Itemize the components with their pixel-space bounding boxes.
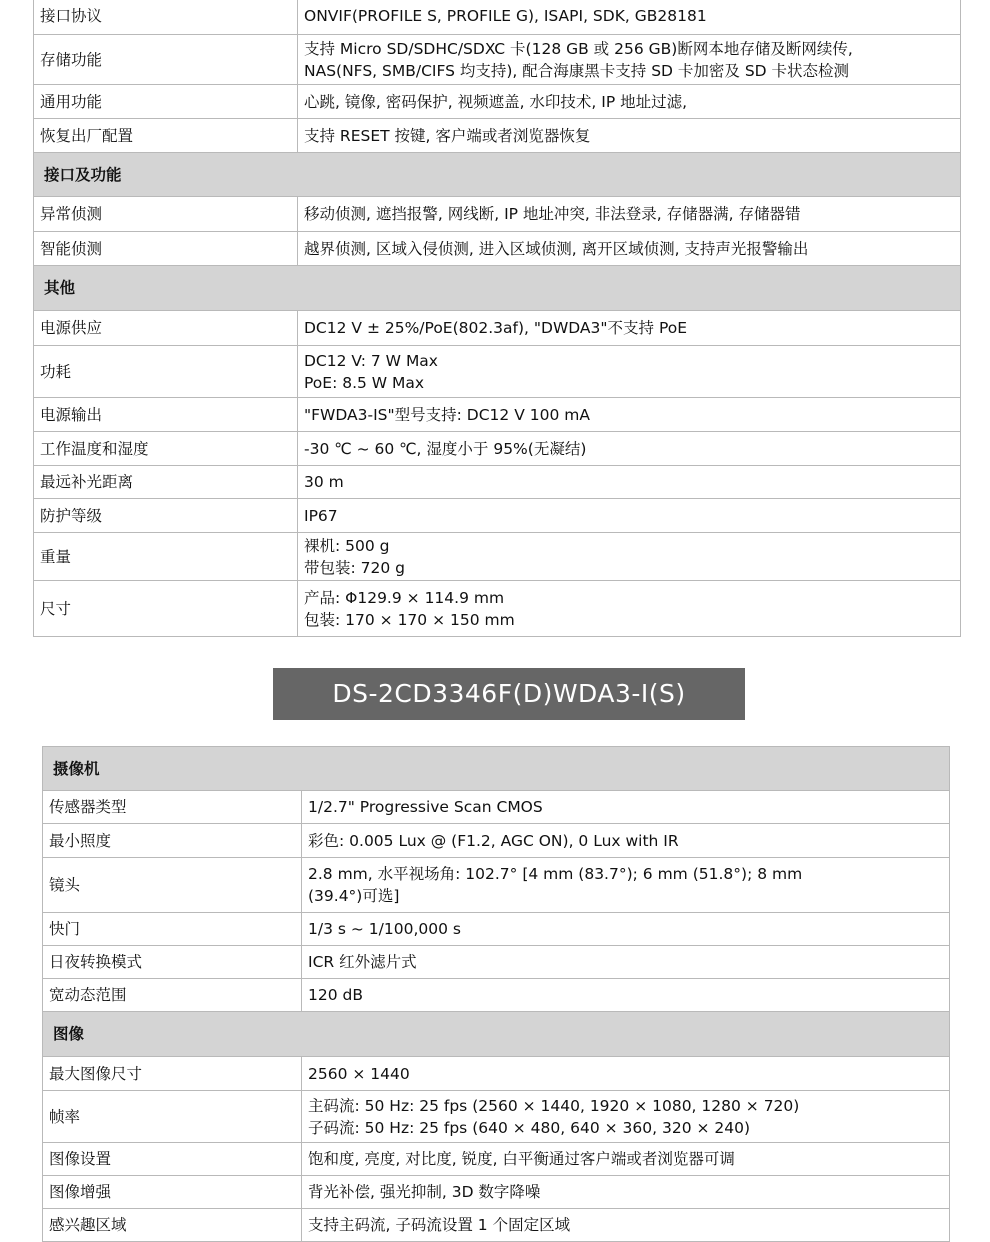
spec-value: 2.8 mm, 水平视场角: 102.7° [4 mm (83.7°); 6 mm (51.8°); 8 mm (39.4°)可选] xyxy=(302,858,950,913)
spec-value: 移动侦测, 遮挡报警, 网线断, IP 地址冲突, 非法登录, 存储器满, 存储器错 xyxy=(298,197,961,232)
spec-value: ONVIF(PROFILE S, PROFILE G), ISAPI, SDK, GB28181 xyxy=(298,0,961,35)
spec-label: 接口协议 xyxy=(34,0,298,35)
spec-value: 越界侦测, 区域入侵侦测, 进入区域侦测, 离开区域侦测, 支持声光报警输出 xyxy=(298,232,961,266)
section-title: 摄像机 xyxy=(43,747,950,791)
spec-table-bottom xyxy=(42,746,950,1242)
spec-value: ICR 红外滤片式 xyxy=(302,946,950,979)
spec-label: 最小照度 xyxy=(43,824,302,858)
spec-value: 30 m xyxy=(298,466,961,499)
spec-label: 恢复出厂配置 xyxy=(34,119,298,153)
spec-value: 背光补偿, 强光抑制, 3D 数字降噪 xyxy=(302,1176,950,1209)
section-header xyxy=(34,153,961,197)
spec-label: 异常侦测 xyxy=(34,197,298,232)
table-row xyxy=(34,466,961,499)
table-row xyxy=(34,432,961,466)
spec-label: 通用功能 xyxy=(34,85,298,119)
table-row xyxy=(43,1209,950,1242)
section-title: 接口及功能 xyxy=(34,153,961,197)
table-row xyxy=(34,119,961,153)
spec-value: 饱和度, 亮度, 对比度, 锐度, 白平衡通过客户端或者浏览器可调 xyxy=(302,1143,950,1176)
table-row xyxy=(34,232,961,266)
spec-label: 电源输出 xyxy=(34,398,298,432)
spec-label: 电源供应 xyxy=(34,311,298,346)
spec-value: 支持 Micro SD/SDHC/SDXC 卡(128 GB 或 256 GB)断网本地存储及断网续传, NAS(NFS, SMB/CIFS 均支持), 配合海康黑卡支持 SD 卡加密及 SD 卡状态检测 xyxy=(298,35,961,85)
spec-value: 支持主码流, 子码流设置 1 个固定区域 xyxy=(302,1209,950,1242)
spec-label: 传感器类型 xyxy=(43,791,302,824)
spec-label: 最远补光距离 xyxy=(34,466,298,499)
spec-label: 功耗 xyxy=(34,346,298,398)
spec-label: 图像增强 xyxy=(43,1176,302,1209)
spec-label: 智能侦测 xyxy=(34,232,298,266)
spec-label: 宽动态范围 xyxy=(43,979,302,1012)
section-title: 其他 xyxy=(34,266,961,311)
table-row xyxy=(43,791,950,824)
spec-value: IP67 xyxy=(298,499,961,533)
spec-value: 120 dB xyxy=(302,979,950,1012)
table-row xyxy=(34,35,961,85)
table-row xyxy=(34,499,961,533)
table-row xyxy=(34,398,961,432)
table-row xyxy=(34,581,961,637)
spec-value: 1/2.7" Progressive Scan CMOS xyxy=(302,791,950,824)
table-row xyxy=(34,85,961,119)
spec-label: 镜头 xyxy=(43,858,302,913)
spec-label: 快门 xyxy=(43,913,302,946)
table-row xyxy=(43,979,950,1012)
spec-label: 图像设置 xyxy=(43,1143,302,1176)
spec-label: 防护等级 xyxy=(34,499,298,533)
model-banner: DS-2CD3346F(D)WDA3-I(S) xyxy=(273,668,745,720)
spec-table-top xyxy=(33,0,961,637)
table-row xyxy=(34,346,961,398)
section-header xyxy=(43,747,950,791)
spec-value: 主码流: 50 Hz: 25 fps (2560 × 1440, 1920 × 1080, 1280 × 720) 子码流: 50 Hz: 25 fps (640 × 480, 640 × 360, 320 × 240) xyxy=(302,1091,950,1143)
section-header xyxy=(34,266,961,311)
spec-label: 尺寸 xyxy=(34,581,298,637)
spec-label: 最大图像尺寸 xyxy=(43,1057,302,1091)
table-row xyxy=(43,913,950,946)
spec-label: 感兴趣区域 xyxy=(43,1209,302,1242)
table-row xyxy=(34,0,961,35)
table-row xyxy=(43,946,950,979)
spec-value: DC12 V: 7 W Max PoE: 8.5 W Max xyxy=(298,346,961,398)
table-row xyxy=(43,1176,950,1209)
spec-label: 存储功能 xyxy=(34,35,298,85)
spec-value: 彩色: 0.005 Lux @ (F1.2, AGC ON), 0 Lux with IR xyxy=(302,824,950,858)
spec-value: 2560 × 1440 xyxy=(302,1057,950,1091)
table-row xyxy=(43,824,950,858)
section-header xyxy=(43,1012,950,1057)
spec-value: 心跳, 镜像, 密码保护, 视频遮盖, 水印技术, IP 地址过滤, xyxy=(298,85,961,119)
table-row xyxy=(43,1143,950,1176)
spec-value: 支持 RESET 按键, 客户端或者浏览器恢复 xyxy=(298,119,961,153)
spec-value: -30 ℃ ~ 60 ℃, 湿度小于 95%(无凝结) xyxy=(298,432,961,466)
spec-label: 日夜转换模式 xyxy=(43,946,302,979)
table-row xyxy=(34,533,961,581)
spec-value: 1/3 s ~ 1/100,000 s xyxy=(302,913,950,946)
spec-label: 帧率 xyxy=(43,1091,302,1143)
table-row xyxy=(43,1057,950,1091)
spec-value: DC12 V ± 25%/PoE(802.3af), "DWDA3"不支持 PoE xyxy=(298,311,961,346)
table-row xyxy=(43,1091,950,1143)
table-row xyxy=(43,858,950,913)
spec-value: "FWDA3-IS"型号支持: DC12 V 100 mA xyxy=(298,398,961,432)
table-row xyxy=(34,311,961,346)
table-row xyxy=(34,197,961,232)
spec-label: 工作温度和湿度 xyxy=(34,432,298,466)
section-title: 图像 xyxy=(43,1012,950,1057)
spec-value: 产品: Φ129.9 × 114.9 mm 包装: 170 × 170 × 150 mm xyxy=(298,581,961,637)
spec-value: 裸机: 500 g 带包装: 720 g xyxy=(298,533,961,581)
spec-label: 重量 xyxy=(34,533,298,581)
